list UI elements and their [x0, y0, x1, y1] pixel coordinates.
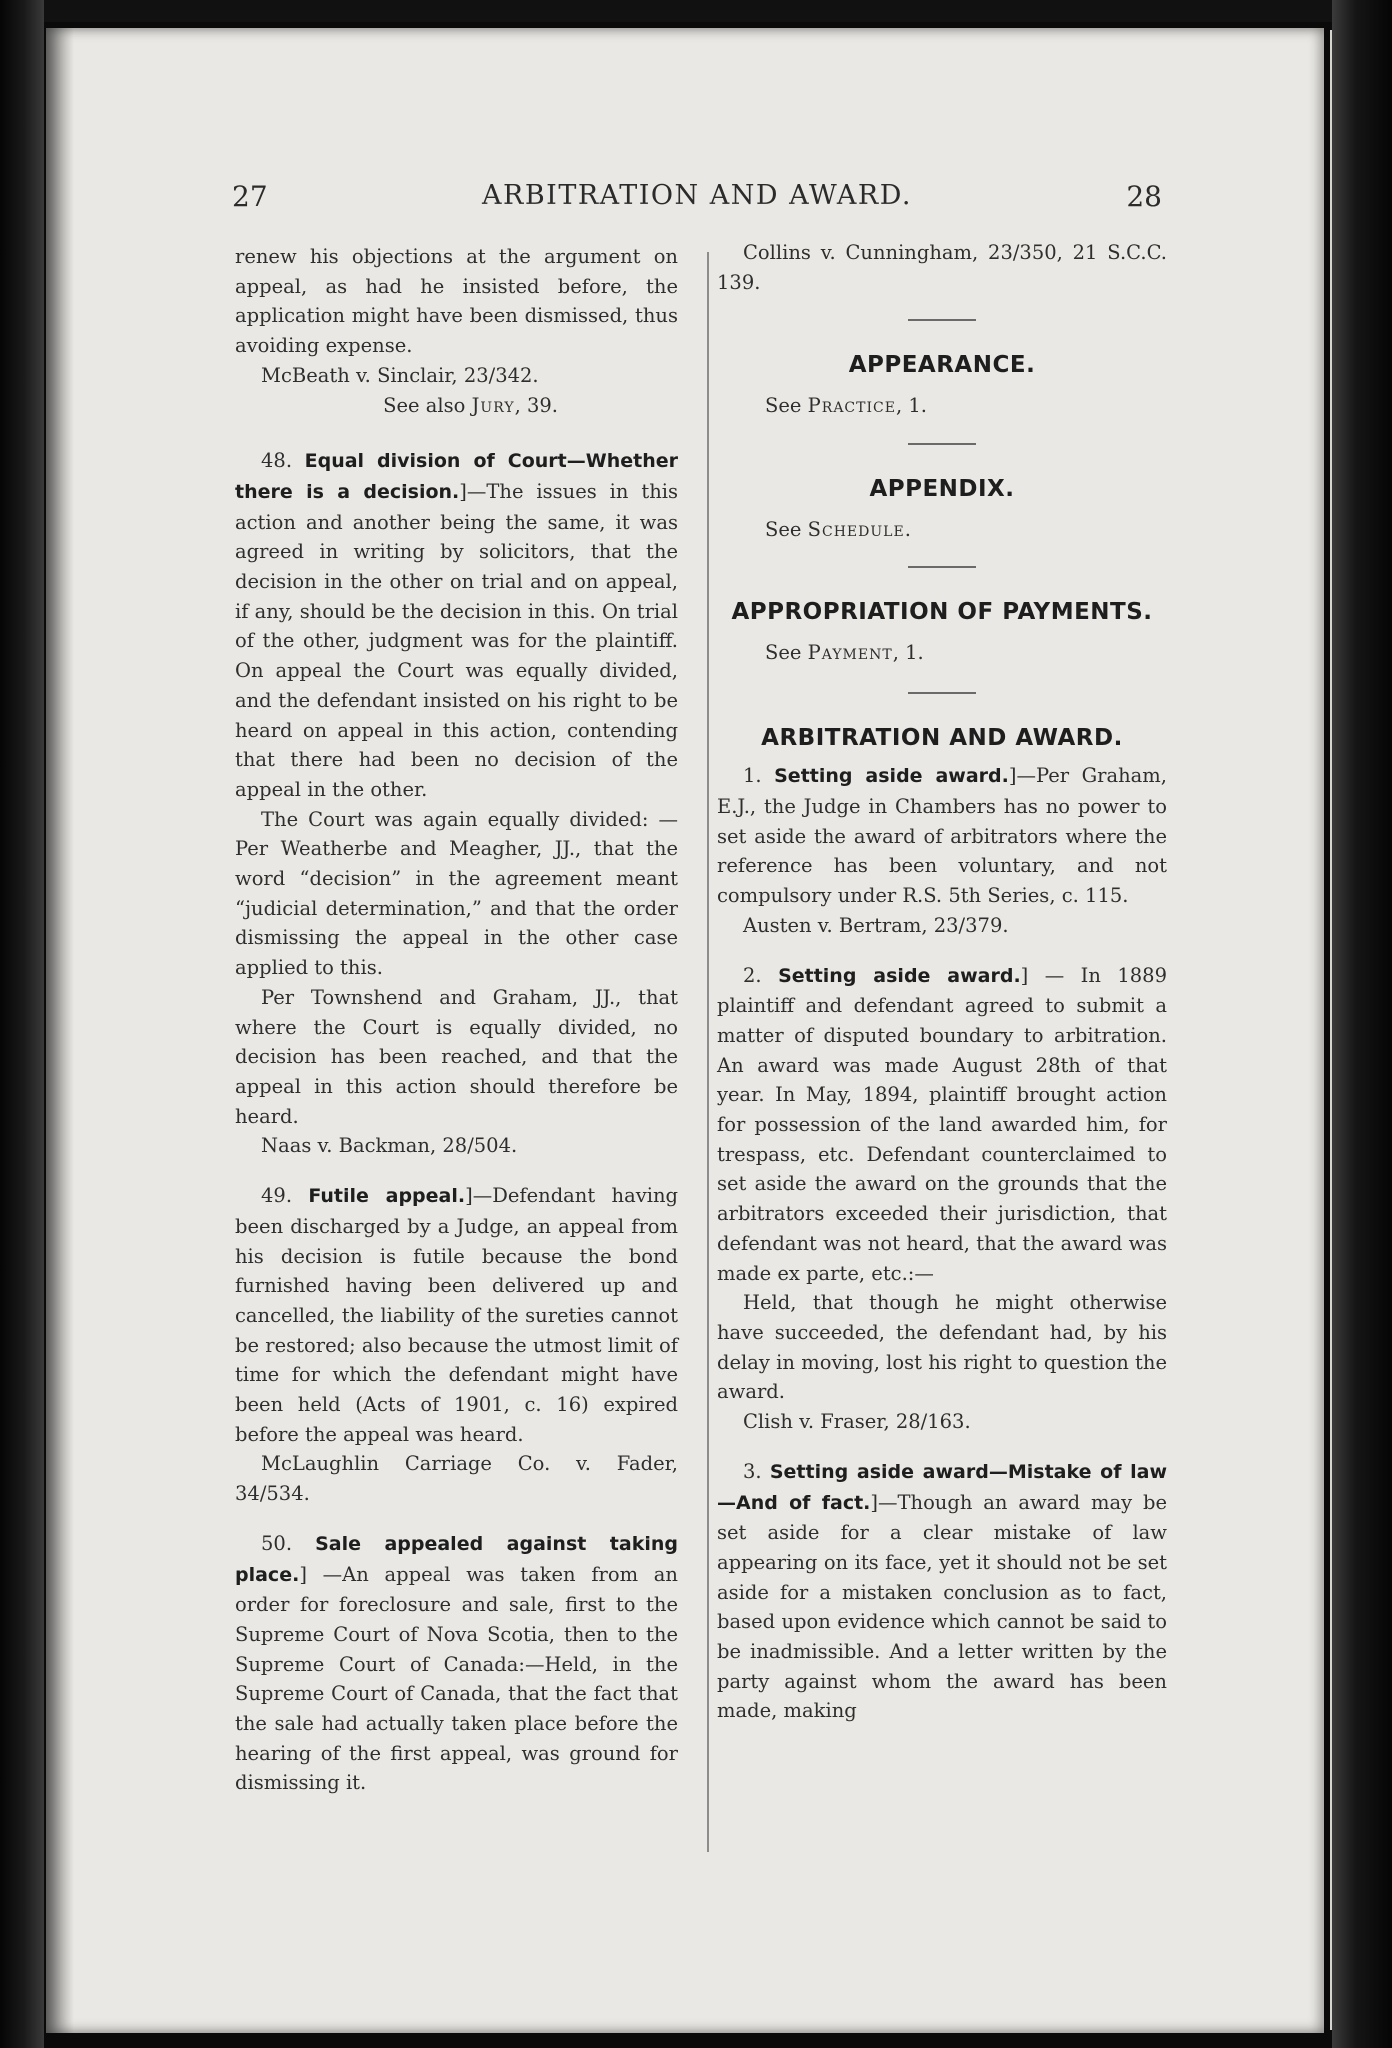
paragraph-number: 49. [261, 1184, 293, 1208]
paragraph-number: 2. [743, 963, 762, 987]
case-citation: McLaughlin Carriage Co. v. Fader, 34/534. [235, 1452, 678, 1506]
case-citation: Naas v. Backman, 28/504. [261, 1134, 518, 1158]
left-column [235, 242, 678, 1798]
see-reference [717, 515, 1167, 545]
cross-reference-number: . [904, 517, 911, 541]
paragraph-heading: Setting aside award. [774, 765, 1009, 788]
paragraph-heading: Futile appeal. [308, 1185, 466, 1208]
scan-right-border [1332, 0, 1392, 2048]
see-reference [717, 391, 1167, 421]
cross-reference-term: Schedule [807, 517, 905, 541]
cross-reference-number: , 1. [895, 394, 927, 418]
case-citation: McBeath v. Sinclair, 23/342. [261, 363, 539, 387]
section-rule [908, 443, 976, 445]
paragraph-2 [717, 961, 1167, 1289]
case-citation: Collins v. Cunningham, 23/350, 21 S.C.C. 139. [717, 241, 1167, 294]
cross-reference-term: Payment [807, 640, 893, 664]
paragraph-number: 1. [743, 764, 762, 788]
section-rule [908, 692, 976, 694]
case-citation: Clish v. Fraser, 28/163. [743, 1410, 971, 1434]
running-header [232, 180, 1162, 220]
paragraph-48 [235, 446, 678, 804]
page-number-left: 27 [232, 180, 268, 213]
section-title-arbitration: ARBITRATION AND AWARD. [761, 724, 1123, 751]
book-spine-edge [0, 0, 44, 2048]
see-label: See [765, 517, 802, 541]
gutter-shadow [46, 28, 74, 2033]
paragraph-heading: Setting aside award—Mistake of law—And of fact. [717, 1460, 1168, 1514]
section-rule [908, 319, 976, 321]
section-title-appendix: APPENDIX. [869, 475, 1015, 502]
paragraph-number: 3. [743, 1459, 762, 1483]
paragraph-body: ] —An appeal was taken from an order for foreclosure and sale, first to the Supreme Court of Nova Scotia, then to the Supreme Court of Canada:—Held, in the Supreme Court of Canada, that the fact that the sale had actually taken place before the hearing of the first appeal, was ground for dismissing it. [235, 1562, 678, 1795]
cross-reference [235, 391, 678, 421]
paragraph-number: 50. [261, 1531, 293, 1555]
see-label: See [765, 394, 802, 418]
right-column [717, 238, 1167, 1726]
paragraph-3 [717, 1457, 1167, 1726]
see-label: See [765, 640, 802, 664]
paragraph-2-holding: Held, that though he might otherwise have succeeded, the defendant had, by his delay in moving, lost his right to question the award. [717, 1291, 1167, 1404]
paragraph-48-holding: The Court was again equally divided: —Per Weatherbe and Meagher, JJ., that the word “decision” in the agreement meant “judicial determination,” and that the order dismissing the appeal in the other case applied to this. [235, 807, 678, 980]
continued-paragraph: renew his objections at the argument on appeal, as had he insisted before, the application might have been dismissed, thus avoiding expense. [235, 245, 678, 358]
paragraph-heading: Sale appealed against taking place. [235, 1532, 678, 1586]
paragraph-number: 48. [261, 449, 293, 473]
paragraph-heading: Equal division of Court—Whether there is a decision. [235, 450, 678, 503]
paragraph-1 [717, 761, 1167, 911]
paragraph-body: ]—Defendant having been discharged by a Judge, an appeal from his decision is futile because the bond furnished having been delivered up and cancelled, the liability of the sureties cannot be restored; also because the utmost limit of time for which the defendant might have been held (Acts of 1901, c. 16) expired before the appeal was heard. [235, 1184, 678, 1446]
see-also-label: See also [383, 393, 466, 417]
scan-top-border [0, 0, 1392, 22]
section-rule [908, 566, 976, 568]
section-title-appearance: APPEARANCE. [848, 352, 1036, 379]
cross-reference-number: , 1. [892, 640, 924, 664]
paragraph-48-minority: Per Townshend and Graham, JJ., that where the Court is equally divided, no decision has been reached, and that the appeal in this action should therefore be heard. [235, 985, 678, 1128]
paragraph-body: ]—The issues in this action and another being the same, it was agreed in writing by solicitors, that the decision in the other on trial and on appeal, if any, should be the decision in this. On trial of the other, judgment was for the plaintiff. On appeal the Court was equally divided, and the defendant insisted on his right to be heard on appeal in this action, contending that there had been no decision of the appeal in the other. [235, 479, 678, 801]
running-title: ARBITRATION AND AWARD. [482, 180, 912, 211]
paragraph-body: ]—Per Graham, E.J., the Judge in Chambers has no power to set aside the award of arbitrators where the reference has been voluntary, and not compulsory under R.S. 5th Series, c. 115. [717, 764, 1167, 908]
paragraph-body: ]—Though an award may be set aside for a clear mistake of law appearing on its face, yet it should not be set aside for a mistaken conclusion as to fact, based upon evidence which cannot be said to be inadmissible. And a letter written by the party against whom the award has been made, making [717, 1490, 1167, 1723]
paragraph-body: ] — In 1889 plaintiff and defendant agreed to submit a matter of disputed boundary to arbitration. An award was made August 28th of that year. In May, 1894, plaintiff brought action for possession of the land awarded him, for trespass, etc. Defendant counterclaimed to set aside the award on the grounds that the arbitrators exceeded their jurisdiction, that defendant was not heard, that the award was made ex parte, etc.:— [717, 963, 1167, 1285]
paragraph-50 [235, 1529, 678, 1798]
section-title-appropriation: APPROPRIATION OF PAYMENTS. [731, 599, 1153, 626]
cross-reference-term: Practice [807, 394, 896, 418]
see-reference [717, 638, 1167, 668]
cross-reference-number: , 39. [514, 393, 558, 417]
case-citation: Austen v. Bertram, 23/379. [743, 913, 1009, 937]
cross-reference-term: Jury [471, 393, 515, 417]
paragraph-heading: Setting aside award. [778, 964, 1021, 987]
page-number-right: 28 [1126, 180, 1162, 213]
column-divider [707, 252, 709, 1852]
paragraph-49 [235, 1181, 678, 1449]
